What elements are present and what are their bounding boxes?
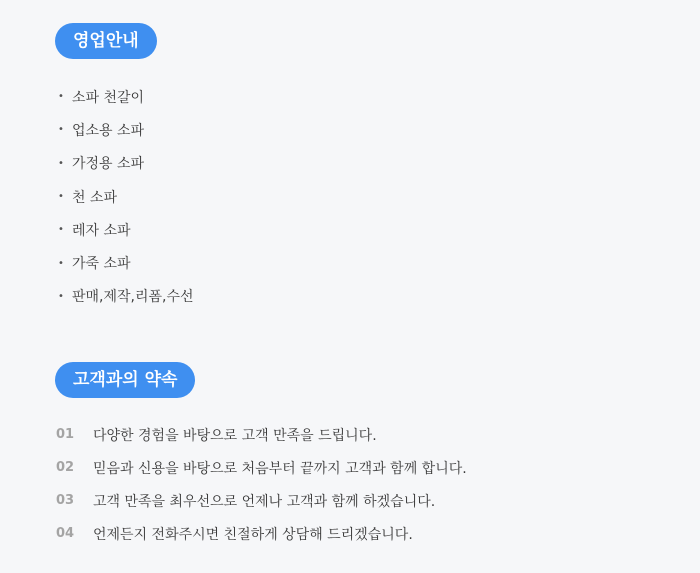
list-item [56, 418, 467, 451]
bullet-icon: • [58, 157, 64, 169]
service-list [58, 80, 194, 313]
bullet-icon: • [58, 124, 64, 136]
list-item [58, 280, 194, 313]
list-item [58, 113, 194, 146]
promise-number: 04 [56, 526, 75, 541]
promise-number: 01 [56, 427, 75, 442]
service-label: 천 소파 [72, 189, 118, 206]
list-item [56, 451, 467, 484]
customer-promise-heading: 고객과의 약속 [55, 362, 195, 398]
list-item [58, 80, 194, 113]
list-item [56, 517, 467, 550]
list-item [58, 180, 194, 213]
promise-number: 03 [56, 493, 75, 508]
bullet-icon: • [58, 257, 64, 269]
promise-text: 고객 만족을 최우선으로 언제나 고객과 함께 하겠습니다. [93, 493, 436, 510]
service-label: 레자 소파 [72, 222, 131, 239]
service-label: 가죽 소파 [72, 256, 131, 273]
promise-number: 02 [56, 460, 75, 475]
bullet-icon: • [58, 224, 64, 236]
service-label: 가정용 소파 [72, 156, 145, 173]
service-label: 업소용 소파 [72, 122, 145, 139]
list-item [58, 213, 194, 246]
service-label: 판매,제작,리폼,수선 [72, 289, 194, 306]
list-item [56, 484, 467, 517]
promise-text: 다양한 경험을 바탕으로 고객 만족을 드립니다. [93, 427, 377, 444]
bullet-icon: • [58, 191, 64, 203]
service-label: 소파 천갈이 [72, 89, 145, 106]
promise-list [56, 418, 467, 550]
bullet-icon: • [58, 91, 64, 103]
list-item [58, 147, 194, 180]
business-info-heading: 영업안내 [55, 23, 157, 59]
promise-text: 믿음과 신용을 바탕으로 처음부터 끝까지 고객과 함께 합니다. [93, 460, 467, 477]
promise-text: 언제든지 전화주시면 친절하게 상담해 드리겠습니다. [93, 526, 413, 543]
bullet-icon: • [58, 290, 64, 302]
list-item [58, 246, 194, 279]
